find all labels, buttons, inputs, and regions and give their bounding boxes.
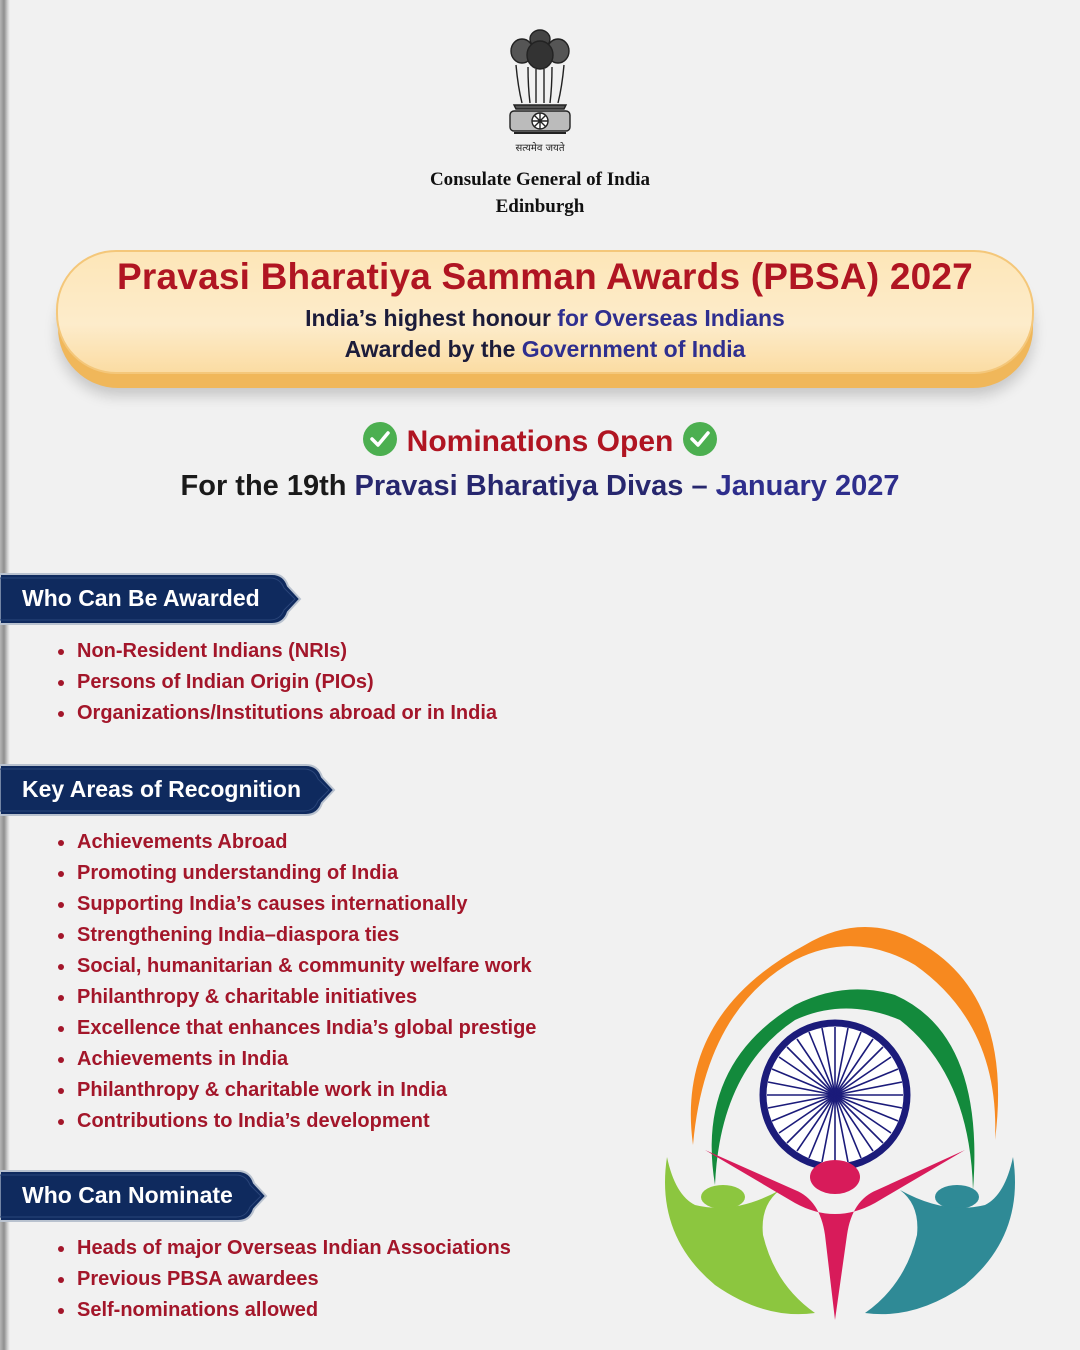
who-can-nominate-list — [56, 1233, 511, 1326]
list-item: Non-Resident Indians (NRIs) — [56, 636, 497, 667]
list-item: Heads of major Overseas Indian Associations — [56, 1233, 511, 1264]
section-heading-who-can-nominate — [0, 1169, 272, 1221]
banner-subtitle-2 — [56, 336, 1034, 363]
section-heading-key-areas — [0, 763, 340, 815]
pravasi-bharatiya-divas-logo — [655, 905, 1035, 1330]
consulate-name: Consulate General of India — [429, 169, 651, 190]
event-line — [0, 470, 1080, 503]
section-heading-label: Who Can Be Awarded — [22, 585, 260, 611]
event-part-3: January 2027 — [715, 470, 900, 502]
consulate-city: Edinburgh — [495, 196, 585, 217]
list-item: Persons of Indian Origin (PIOs) — [56, 667, 497, 698]
banner-title: Pravasi Bharatiya Samman Awards (PBSA) 2027 — [117, 256, 973, 297]
list-item: Supporting India’s causes internationally — [56, 889, 536, 920]
list-item: Contributions to India’s development — [56, 1106, 536, 1137]
event-part-1: For the 19th — [180, 470, 355, 502]
list-item: Promoting understanding of India — [56, 858, 536, 889]
list-item: Achievements Abroad — [56, 827, 536, 858]
banner-subtitle-1 — [56, 305, 1034, 332]
svg-text:सत्यमेव जयते: सत्यमेव जयते — [515, 143, 565, 154]
list-item: Strengthening India–diaspora ties — [56, 920, 536, 951]
pravasi-bharatiya-divas-logo-icon — [655, 905, 1035, 1330]
national-emblem — [500, 25, 580, 155]
ashoka-lion-capital-emblem-icon — [500, 25, 580, 155]
list-item: Social, humanitarian & community welfare work — [56, 951, 536, 982]
subtitle-2-part-1: Awarded by the — [344, 336, 522, 362]
list-item: Self-nominations allowed — [56, 1295, 511, 1326]
check-circle-icon — [363, 422, 397, 456]
check-circle-icon — [683, 422, 717, 456]
list-item: Philanthropy & charitable work in India — [56, 1075, 536, 1106]
list-item: Excellence that enhances India’s global prestige — [56, 1013, 536, 1044]
section-heading-label: Who Can Nominate — [22, 1182, 233, 1208]
event-part-2: Pravasi Bharatiya Divas – — [354, 470, 716, 502]
subtitle-2-part-2: Government of India — [521, 336, 746, 362]
list-item: Philanthropy & charitable initiatives — [56, 982, 536, 1013]
who-can-be-awarded-list — [56, 636, 497, 729]
subtitle-1-part-2: for Overseas Indians — [557, 305, 785, 331]
list-item: Previous PBSA awardees — [56, 1264, 511, 1295]
nominations-open-label: Nominations Open — [406, 425, 674, 458]
key-areas-list — [56, 827, 536, 1137]
section-heading-label: Key Areas of Recognition — [22, 776, 302, 802]
list-item: Organizations/Institutions abroad or in India — [56, 698, 497, 729]
list-item: Achievements in India — [56, 1044, 536, 1075]
section-heading-who-can-be-awarded — [0, 572, 305, 624]
nominations-status — [0, 422, 1080, 459]
subtitle-1-part-1: India’s highest honour — [305, 305, 558, 331]
